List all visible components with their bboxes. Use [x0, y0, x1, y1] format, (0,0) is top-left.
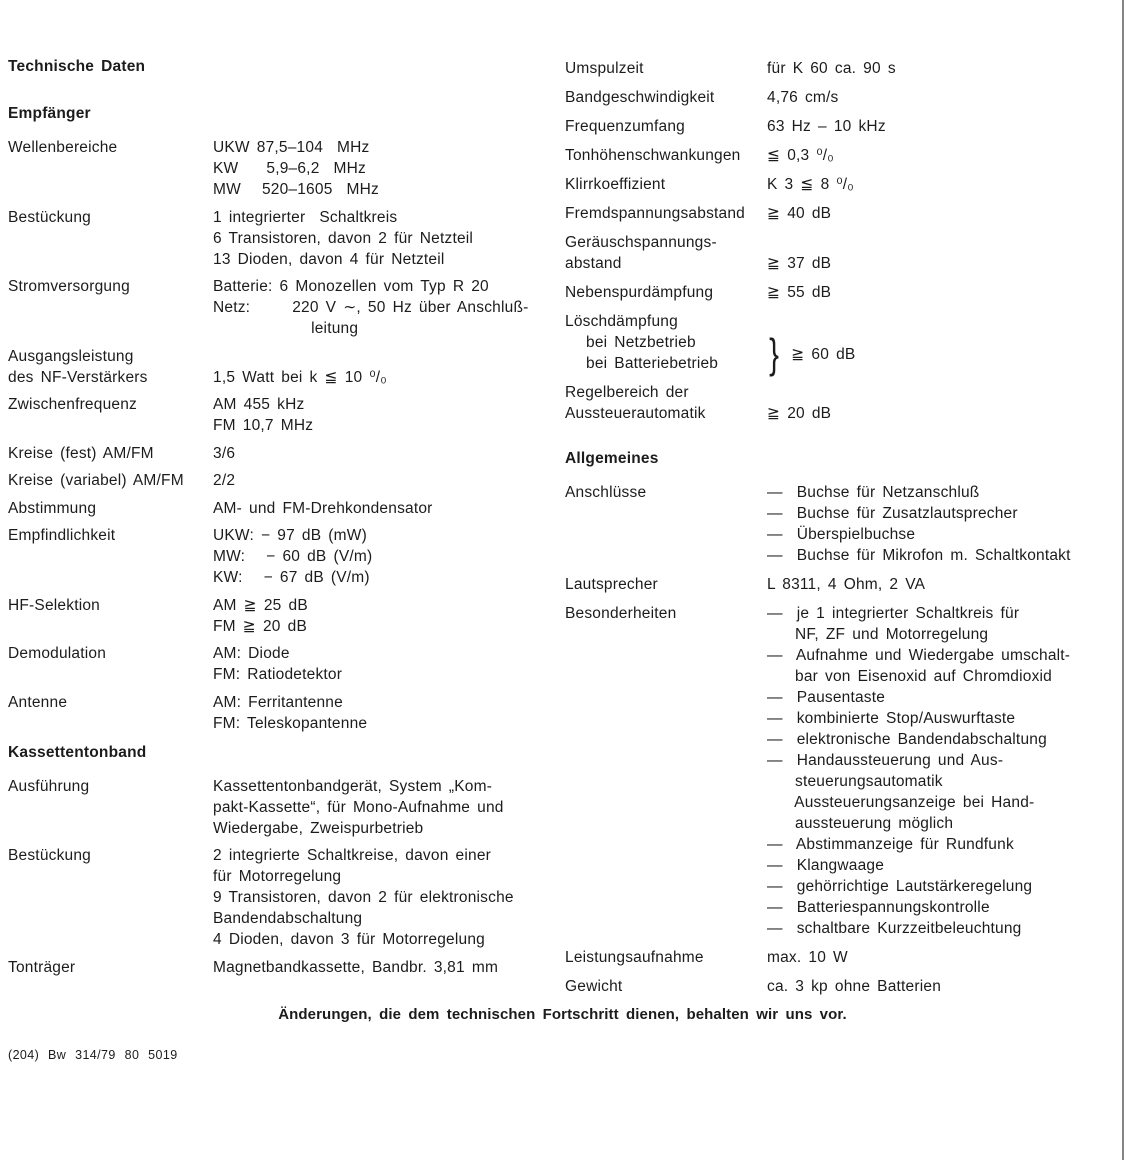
spec-value [767, 174, 854, 195]
spec-label [565, 58, 767, 79]
spec-value [213, 845, 514, 950]
spec-value [213, 498, 433, 519]
right-column [565, 58, 1120, 1005]
spec-row [565, 311, 1120, 377]
spec-value-line: NF, ZF und Motorregelung [767, 626, 989, 643]
spec-label [8, 137, 213, 158]
spec-label [565, 603, 767, 624]
spec-label-line: Tonträger [8, 958, 76, 976]
section-heading: Kassettentonband [8, 743, 147, 761]
spec-value-line: KW 5,9–6,2 MHz [213, 160, 366, 177]
spec-value-line: Aussteuerungsanzeige bei Hand- [767, 794, 1035, 811]
spec-value-line: — Klangwaage [767, 857, 885, 874]
spec-label [8, 276, 213, 297]
spec-value [213, 957, 498, 978]
spec-value-line: FM: Teleskopantenne [213, 714, 368, 732]
spec-label-line: Kreise (variabel) AM/FM [8, 472, 184, 489]
spec-value-line: 4,76 cm/s [767, 89, 839, 106]
spec-value-line: Wiedergabe, Zweispurbetrieb [213, 819, 424, 837]
spec-value-line: FM ≧ 20 dB [213, 617, 307, 635]
spec-row [565, 174, 1120, 195]
spec-value-line: AM: Ferritantenne [213, 693, 343, 711]
spec-row [8, 525, 556, 588]
spec-value-line: — gehörrichtige Lautstärkeregelung [767, 878, 1033, 895]
spec-label [565, 382, 767, 424]
spec-label-line: Demodulation [8, 645, 107, 662]
spec-value-line: 13 Dioden, davon 4 für Netzteil [213, 250, 445, 268]
spec-value [213, 137, 379, 200]
spec-row [565, 203, 1120, 224]
spec-value-line: — Batteriespannungskontrolle [767, 899, 990, 916]
spec-value-line: — Buchse für Netzanschluß [767, 484, 980, 501]
spec-value-line: AM: Diode [213, 645, 290, 662]
spec-label [8, 595, 213, 616]
spec-value-line: 63 Hz – 10 kHz [767, 118, 886, 135]
spec-label-line: Nebenspurdämpfung [565, 284, 714, 301]
spec-value-line: MW: − 60 dB (V/m) [213, 548, 373, 565]
spec-row [565, 574, 1120, 595]
spec-value [767, 976, 941, 997]
spec-value-line: steuerungsautomatik [767, 773, 943, 790]
spec-label-line: Leistungsaufnahme [565, 949, 704, 966]
spec-row [8, 595, 556, 637]
spec-value-line: für K 60 ca. 90 s [767, 60, 896, 77]
spec-label [8, 470, 213, 491]
spec-label-line: Wellenbereiche [8, 139, 118, 156]
spec-label [565, 482, 767, 503]
spec-label [565, 174, 767, 195]
spec-label-line: Zwischenfrequenz [8, 396, 137, 413]
spec-value [213, 443, 235, 464]
spec-row [8, 776, 556, 839]
spec-row [8, 643, 556, 685]
spec-row [8, 137, 556, 200]
spec-value-line: AM ≧ 25 dB [213, 596, 308, 614]
spec-value [213, 276, 528, 339]
spec-label [565, 145, 767, 166]
spec-value-line: KW: − 67 dB (V/m) [213, 569, 370, 586]
spec-label-line: Frequenzumfang [565, 118, 685, 135]
spec-value-line: — schaltbare Kurzzeitbeleuchtung [767, 920, 1022, 937]
spec-label [8, 692, 213, 713]
spec-value-line: Kassettentonbandgerät, System „Kom- [213, 777, 493, 795]
spec-row [565, 482, 1120, 566]
spec-value-line: UKW: − 97 dB (mW) [213, 527, 367, 544]
spec-row [8, 692, 556, 734]
spec-value-line: — Abstimmanzeige für Rundfunk [767, 836, 1014, 853]
spec-row [565, 232, 1120, 274]
spec-label-line: Geräuschspannungs- [565, 234, 717, 251]
spec-value [767, 58, 896, 79]
spec-label-line: Umspulzeit [565, 60, 644, 77]
spec-label [565, 976, 767, 997]
spec-value [767, 145, 834, 166]
spec-value-line: Magnetbandkassette, Bandbr. 3,81 mm [213, 958, 499, 976]
spec-value-line: ≧ 55 dB [767, 284, 832, 301]
spec-row [565, 87, 1120, 108]
spec-value [213, 394, 313, 436]
spec-value [767, 330, 856, 377]
spec-label [565, 574, 767, 595]
spec-value-line: UKW 87,5–104 MHz [213, 139, 370, 156]
spec-value-line: — Überspielbuchse [767, 526, 916, 543]
spec-label-line: Bandgeschwindigkeit [565, 89, 715, 106]
spec-row [8, 276, 556, 339]
spec-value [767, 87, 839, 108]
spec-value [767, 603, 1070, 939]
spec-value-line: 2/2 [213, 472, 236, 489]
spec-label [8, 498, 213, 519]
spec-row [8, 470, 556, 491]
spec-value-line: K 3 ≦ 8 ⁰/₀ [767, 176, 854, 193]
spec-value [213, 643, 342, 685]
spec-value [213, 470, 235, 491]
spec-label-line: Empfindlichkeit [8, 527, 116, 544]
spec-label-line: Bestückung [8, 847, 91, 864]
spec-value [213, 525, 372, 588]
spec-value-line: bar von Eisenoxid auf Chromdioxid [767, 668, 1053, 685]
spec-value [767, 116, 886, 137]
spec-value [767, 282, 831, 303]
change-reservation-note: Änderungen, die dem technischen Fortschritt dienen, behalten wir uns vor. [278, 1006, 847, 1023]
spec-label-line: Klirrkoeffizient [565, 176, 666, 193]
spec-value [767, 203, 831, 224]
spec-label [565, 311, 767, 374]
spec-value-line: aussteuerung möglich [767, 815, 954, 832]
spec-value-line: — elektronische Bandendabschaltung [767, 731, 1047, 748]
spec-label [8, 525, 213, 546]
spec-value-line: AM 455 kHz [213, 396, 305, 413]
spec-label [8, 443, 213, 464]
spec-value [767, 574, 925, 595]
spec-label-line: Gewicht [565, 978, 623, 995]
spec-label-line: bei Batteriebetrieb [565, 355, 719, 372]
spec-value-line: 4 Dioden, davon 3 für Motorregelung [213, 931, 485, 948]
spec-label-line: Regelbereich der [565, 384, 689, 401]
spec-value-line: — kombinierte Stop/Auswurftaste [767, 710, 1016, 727]
spec-label [8, 394, 213, 415]
spec-value-line: Netz: 220 V ∼, 50 Hz über Anschluß- [213, 299, 529, 316]
spec-label [565, 203, 767, 224]
spec-row [8, 346, 556, 388]
spec-value [767, 403, 831, 424]
page-title: Technische Daten [8, 58, 146, 75]
spec-row [565, 947, 1120, 968]
spec-value-line: max. 10 W [767, 949, 848, 966]
spec-value-line: FM: Ratiodetektor [213, 666, 343, 683]
spec-value-line: 9 Transistoren, davon 2 für elektronische [213, 889, 514, 906]
spec-value [213, 776, 504, 839]
spec-row [565, 282, 1120, 303]
spec-label [565, 232, 767, 274]
spec-row [8, 207, 556, 270]
left-column [8, 56, 556, 984]
spec-label-line: Stromversorgung [8, 278, 130, 295]
spec-value [767, 253, 831, 274]
spec-value-line: FM 10,7 MHz [213, 417, 314, 434]
spec-label-line: HF-Selektion [8, 596, 100, 614]
spec-label [8, 346, 213, 388]
spec-label [8, 957, 213, 978]
spec-row [565, 116, 1120, 137]
spec-value-line: — Aufnahme und Wiedergabe umschalt- [767, 647, 1071, 664]
spec-value-line: AM- und FM-Drehkondensator [213, 499, 433, 517]
spec-value-line: — Buchse für Mikrofon m. Schaltkontakt [767, 547, 1071, 564]
spec-label [565, 116, 767, 137]
spec-label-line: Tonhöhenschwankungen [565, 147, 741, 164]
spec-label-line: Anschlüsse [565, 484, 647, 501]
spec-label-line: Ausführung [8, 777, 90, 795]
spec-row [8, 498, 556, 519]
spec-value-line: Batterie: 6 Monozellen vom Typ R 20 [213, 278, 489, 295]
spec-label-line: Antenne [8, 693, 68, 711]
spec-label-line: Ausgangsleistung [8, 347, 134, 365]
spec-value-line: Bandendabschaltung [213, 910, 363, 927]
spec-label [565, 947, 767, 968]
spec-label [8, 207, 213, 228]
spec-value-line: 6 Transistoren, davon 2 für Netzteil [213, 229, 474, 247]
print-code: (204) Bw 314/79 80 5019 [8, 1048, 178, 1062]
section-heading: Allgemeines [565, 450, 659, 467]
spec-value [213, 692, 367, 734]
spec-value-line: ≧ 60 dB [791, 345, 856, 363]
spec-value-line: pakt-Kassette“, für Mono-Aufnahme und [213, 798, 504, 816]
spec-value-line: L 8311, 4 Ohm, 2 VA [767, 576, 926, 593]
spec-label-line: Kreise (fest) AM/FM [8, 444, 154, 462]
spec-value-line: ≦ 0,3 ⁰/₀ [767, 147, 834, 164]
spec-row [565, 382, 1120, 424]
spec-row [8, 957, 556, 978]
spec-label-line: des NF-Verstärkers [8, 368, 148, 386]
spec-value-line: 3/6 [213, 444, 236, 462]
spec-value-line: — Buchse für Zusatzlautsprecher [767, 505, 1018, 522]
spec-value [213, 207, 473, 270]
spec-value-line: ca. 3 kp ohne Batterien [767, 978, 942, 995]
spec-value-line: 1,5 Watt bei k ≦ 10 ⁰/₀ [213, 368, 387, 386]
spec-label-line: Abstimmung [8, 499, 97, 517]
spec-value-line: — Handaussteuerung und Aus- [767, 752, 1004, 769]
spec-row [565, 976, 1120, 997]
spec-value [213, 595, 308, 637]
spec-label-line: Lautsprecher [565, 576, 658, 593]
spec-label-line: bei Netzbetrieb [565, 334, 696, 351]
spec-row [8, 443, 556, 464]
spec-label-line: Fremdspannungsabstand [565, 205, 745, 222]
spec-label [565, 87, 767, 108]
spec-value-line: ≧ 20 dB [767, 405, 832, 422]
spec-label-line: Bestückung [8, 208, 91, 226]
brace-glyph: } [769, 330, 780, 377]
spec-row [8, 394, 556, 436]
spec-value-line: — Pausentaste [767, 689, 886, 706]
spec-value-line: ≧ 40 dB [767, 205, 832, 222]
spec-label-line: Löschdämpfung [565, 313, 678, 330]
spec-label [8, 776, 213, 797]
spec-label [8, 643, 213, 664]
spec-value-line: MW 520–1605 MHz [213, 181, 379, 198]
spec-value-line: für Motorregelung [213, 868, 342, 885]
spec-row [565, 603, 1120, 939]
spec-row [8, 845, 556, 950]
spec-label-line: abstand [565, 255, 622, 272]
spec-value-line: 1 integrierter Schaltkreis [213, 208, 398, 226]
spec-value [213, 367, 387, 388]
spec-value-line: leitung [213, 320, 359, 337]
scan-edge-line [1122, 0, 1124, 1160]
spec-label [8, 845, 213, 866]
spec-value-line: ≧ 37 dB [767, 255, 832, 272]
spec-value-line: — je 1 integrierter Schaltkreis für [767, 605, 1020, 622]
spec-value [767, 947, 848, 968]
spec-label [565, 282, 767, 303]
spec-row [565, 145, 1120, 166]
section-heading: Empfänger [8, 105, 91, 122]
spec-value [767, 482, 1071, 566]
spec-label-line: Besonderheiten [565, 605, 677, 622]
spec-label-line: Aussteuerautomatik [565, 405, 706, 422]
spec-value-line: 2 integrierte Schaltkreise, davon einer [213, 847, 492, 864]
spec-row [565, 58, 1120, 79]
